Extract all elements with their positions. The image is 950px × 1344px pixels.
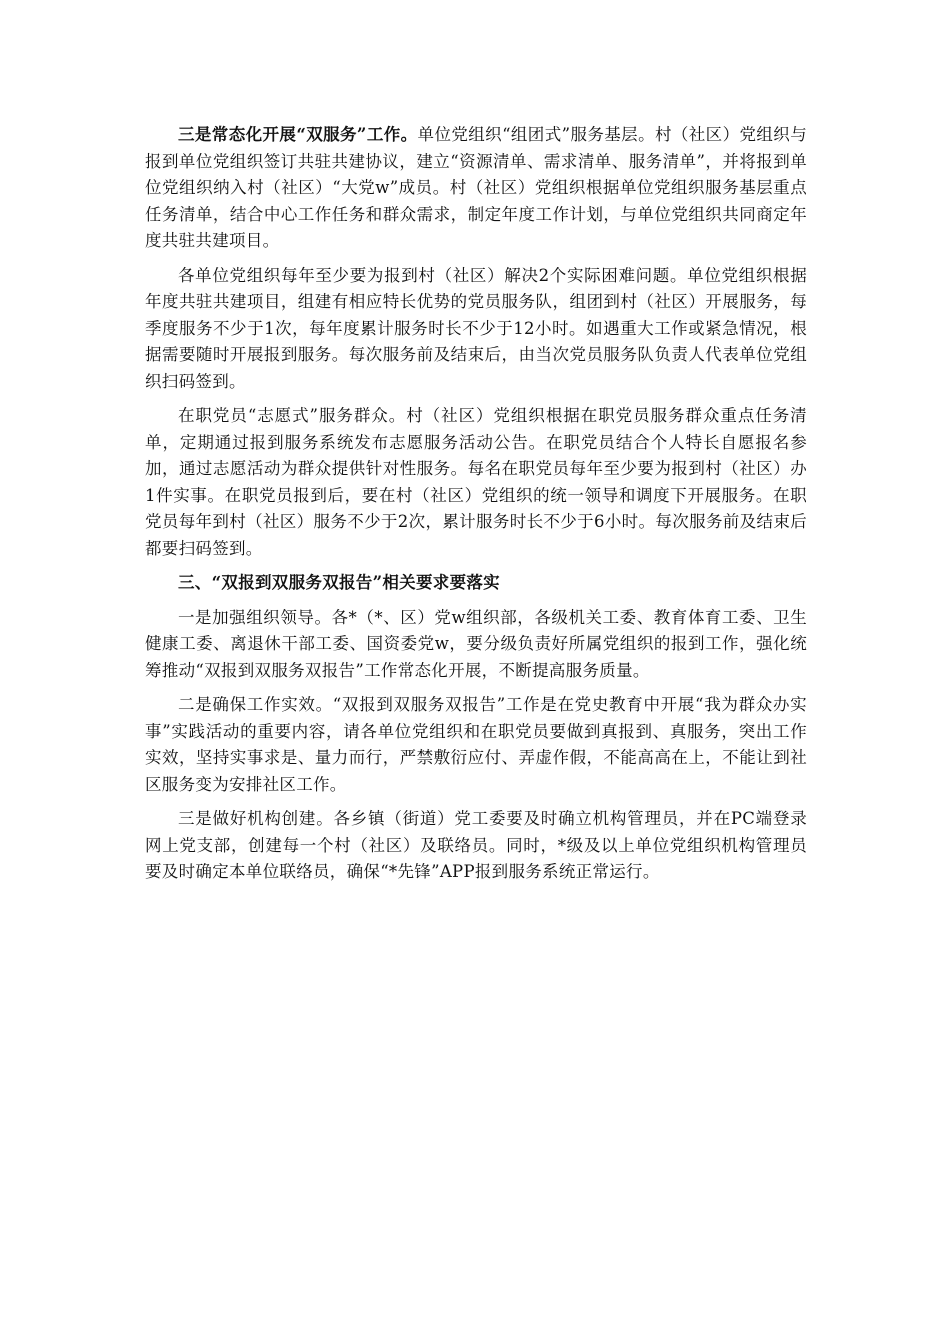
document-page xyxy=(145,122,807,894)
paragraph-effectiveness: 二是确保工作实效。“双报到双服务双报告”工作是在党史教育中开展“我为群众办实事”实践活动的重要内容，请各单位党组织和在职党员要做到真报到、真服务，突出工作实效，坚持实事求是、量力而行，严禁敷衍应付、弄虚作假，不能高高在上，不能让到社区服务变为安排社区工作。 xyxy=(145,695,807,794)
paragraph-lead: 三是常态化开展“双服务”工作。 xyxy=(178,125,418,144)
paragraph-organization-setup: 三是做好机构创建。各乡镇（街道）党工委要及时确立机构管理员，并在PC端登录网上党支部，创建每一个村（社区）及联络员。同时，*级及以上单位党组织机构管理员要及时确定本单位联络员，确保“*先锋”APP报到服务系统正常运行。 xyxy=(145,809,807,881)
paragraph-dual-service xyxy=(145,122,807,255)
section-heading: 三、“双报到双服务双报告”相关要求要落实 xyxy=(178,573,500,592)
paragraph-leadership: 一是加强组织领导。各*（*、区）党w组织部，各级机关工委、教育体育工委、卫生健康工委、离退休干部工委、国资委党w，要分级负责好所属党组织的报到工作，强化统筹推动“双报到双服务双报告”工作常态化开展，不断提高服务质量。 xyxy=(145,607,807,680)
paragraph-volunteer-service: 在职党员“志愿式”服务群众。村（社区）党组织根据在职党员服务群众重点任务清单，定期通过报到服务系统发布志愿服务活动公告。在职党员结合个人特长自愿报名参加，通过志愿活动为群众提供针对性服务。每名在职党员每年至少要为报到村（社区）办1件实事。在职党员报到后，要在村（社区）党组织的统一领导和调度下开展服务。在职党员每年到村（社区）服务不少于2次，累计服务时长不少于6小时。每次服务前及结束后都要扫码签到。 xyxy=(145,406,807,558)
paragraph-body: 单位党组织“组团式”服务基层。村（社区）党组织与报到单位党组织签订共驻共建协议，建立“资源清单、需求清单、服务清单”，并将报到单位党组织纳入村（社区）“大党w”成员。村（社区）党组织根据单位党组织服务基层重点任务清单，结合中心工作任务和群众需求，制定年度工作计划，与单位党组织共同商定年度共驻共建项目。 xyxy=(145,125,808,250)
paragraph-unit-requirements: 各单位党组织每年至少要为报到村（社区）解决2个实际困难问题。单位党组织根据年度共驻共建项目，组建有相应特长优势的党员服务队，组团到村（社区）开展服务，每季度服务不少于1次，每年度累计服务时长不少于12小时。如遇重大工作或紧急情况，根据需要随时开展报到服务。每次服务前及结束后，由当次党员服务队负责人代表单位党组织扫码签到。 xyxy=(145,265,807,391)
